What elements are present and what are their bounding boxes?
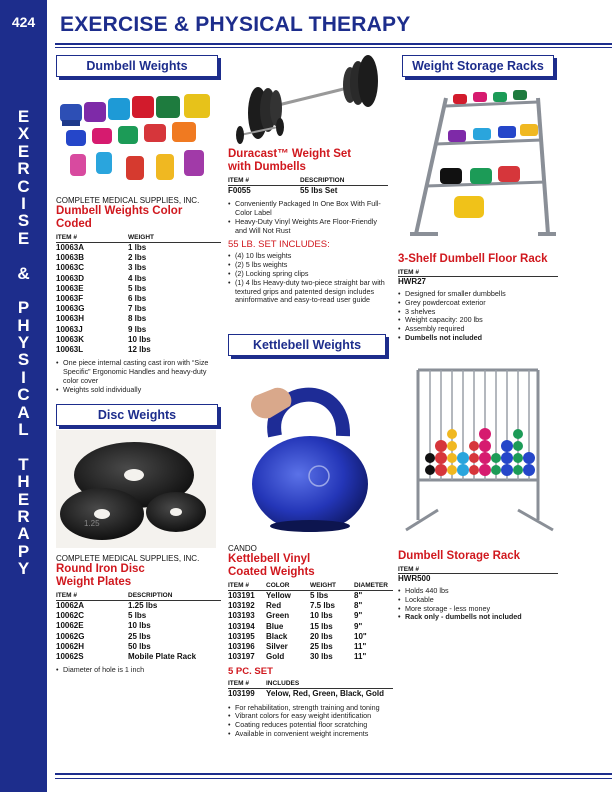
bullet-item: • (1) 4 lbs Heavy-duty two-piece straight bar with textured grips and patented design includes aninformative and easy-to-read user guide: [228, 279, 388, 305]
table-cell: 25 lbs: [310, 642, 333, 652]
table-cell: 103191: [228, 591, 255, 600]
table-row: [228, 622, 393, 632]
sidebar-letter: C: [17, 385, 30, 405]
rack-dumbbell: [491, 465, 501, 475]
rack-dumbbell: [479, 452, 491, 464]
bullet-item: • Diameter of hole is 1 inch: [56, 666, 221, 675]
set-row: [228, 689, 393, 699]
table-cell: Blue: [266, 621, 284, 631]
sidebar-letter: E: [17, 489, 30, 509]
sidebar-letter: S: [17, 350, 30, 370]
table-cell: 50 lbs: [128, 641, 151, 651]
table-cell: 5 lbs: [128, 283, 147, 293]
table-row: [56, 621, 221, 631]
table-row: [228, 642, 393, 652]
rack-dumbbell: [435, 452, 447, 464]
bullet-item-bold: • Rack only - dumbells not included: [398, 613, 558, 622]
bullet-item: • 3 shelves: [398, 308, 558, 317]
sidebar-letter: I: [21, 367, 26, 387]
rack-dumbbell: [469, 453, 479, 463]
rack-dumbbell: [425, 453, 435, 463]
table-cell: 10062G: [56, 631, 85, 641]
bullet-item: • Grey powdercoat exterior: [398, 299, 558, 308]
duracast-block: [228, 148, 388, 305]
kettlebell-block: [228, 544, 393, 739]
includes-heading: 55 LB. SET INCLUDES:: [228, 239, 330, 251]
storage-rack-bullets: [398, 587, 558, 622]
sidebar-letter: L: [18, 420, 29, 440]
floor-rack-bullets: [398, 290, 558, 343]
table-cell: 10063D: [56, 273, 85, 283]
col-item: ITEM #: [228, 177, 249, 184]
sidebar-vertical-title: [0, 108, 47, 578]
dumbbell-row-top: [60, 94, 210, 126]
three-shelf-rack-photo: [398, 84, 558, 249]
kettlebell-bullets: [228, 704, 393, 739]
duracast-includes: [228, 252, 388, 305]
table-row: [56, 274, 221, 284]
table-cell: 10062A: [56, 601, 85, 610]
table-row: [56, 345, 221, 355]
bullet-item: • Heavy-Duty Vinyl Weights Are Floor-Friendly and Will Not Rust: [228, 218, 388, 236]
table-cell: 10 lbs: [310, 611, 333, 621]
bullet-item: • Weight capacity: 200 lbs: [398, 316, 558, 325]
bullet-item: • Coating reduces potential floor scratching: [228, 721, 393, 730]
item-number: F0055: [228, 186, 251, 195]
barbell-set-photo: [228, 55, 388, 145]
sidebar-letter: T: [18, 454, 29, 474]
bullet-item: • Holds 440 lbs: [398, 587, 558, 596]
table-cell: 10 lbs: [128, 621, 151, 631]
table-cell: 103196: [228, 642, 255, 652]
col-item: ITEM #: [228, 582, 249, 589]
product-title-line2: Coated Weights: [228, 566, 315, 578]
bullet-item: • (4) 10 lbs weights: [228, 252, 388, 261]
rack-dumbbell: [447, 429, 457, 439]
hand: [251, 388, 291, 419]
sidebar-letter: S: [17, 211, 30, 231]
rack-dumbbell: [513, 441, 523, 451]
table-cell: 10062C: [56, 611, 85, 621]
rack-dumbbell: [479, 464, 491, 476]
col-item: ITEM #: [56, 592, 77, 599]
table-cell: 10063L: [56, 345, 84, 355]
table-cell: 30 lbs: [310, 652, 333, 662]
item-description: 55 lbs Set: [300, 186, 338, 195]
table-row: [56, 253, 221, 263]
table-cell: 8": [354, 601, 363, 611]
rack-dumbbell: [435, 440, 447, 452]
table-row: [56, 263, 221, 273]
bullet-item: • (2) 5 lbs weights: [228, 261, 388, 270]
table-row: [56, 325, 221, 335]
dumbell-color-coded-block: [56, 196, 221, 394]
disc-mark: 1.25: [84, 519, 100, 528]
table-row: [228, 591, 393, 601]
manufacturer: COMPLETE MEDICAL SUPPLIES, INC.: [56, 554, 200, 563]
table-cell: 8": [354, 591, 363, 600]
table-row: [56, 601, 221, 611]
sidebar-letter: Y: [17, 559, 30, 579]
rack-dumbbell: [513, 429, 523, 439]
rack-dumbbell: [469, 441, 479, 451]
table-cell: 10063E: [56, 283, 84, 293]
storage-rack-block: [398, 550, 558, 622]
table-cell: 12 lbs: [128, 345, 151, 355]
sidebar-letter: [0, 247, 47, 264]
rack-dumbbell: [523, 452, 535, 464]
duracast-bullets: [228, 200, 388, 235]
page-title: EXERCISE & PHYSICAL THERAPY: [60, 13, 411, 36]
table-header: [56, 234, 221, 243]
table-header: [228, 582, 393, 591]
table-cell: 10063J: [56, 324, 83, 334]
sidebar-letter: I: [21, 193, 26, 213]
col-weight: WEIGHT: [310, 582, 336, 589]
storage-rack-photo: [398, 360, 558, 545]
table-cell: Silver: [266, 642, 288, 652]
sidebar-letter: &: [17, 263, 30, 283]
table-cell: 4 lbs: [128, 273, 147, 283]
table-cell: 103194: [228, 621, 255, 631]
rack-dumbbell: [513, 453, 523, 463]
section-kettlebell-weights: Kettlebell Weights: [228, 334, 386, 356]
table-cell: 11": [354, 652, 367, 662]
table-row: [56, 294, 221, 304]
sidebar-letter: H: [17, 315, 30, 335]
table-cell: 5 lbs: [128, 611, 147, 621]
table-cell: 20 lbs: [310, 631, 333, 641]
dumbbell-set-photo: [56, 90, 216, 190]
item-number: HWR27: [398, 277, 427, 286]
col-weight: WEIGHT: [128, 234, 154, 241]
table-cell: 10063H: [56, 314, 85, 324]
page-number: 424: [11, 14, 36, 30]
product-title-line1: Round Iron Disc: [56, 563, 145, 575]
table-cell: Black: [266, 631, 288, 641]
bullet-item-bold: • Dumbells not included: [398, 334, 558, 343]
kettlebell-body: [252, 436, 368, 532]
bullet-item: • (2) Locking spring clips: [228, 270, 388, 279]
table-row: [56, 284, 221, 294]
bullet-item: • Vibrant colors for easy weight identification: [228, 712, 393, 721]
table-cell: 10063C: [56, 263, 85, 273]
bullet-item: • One piece internal casting cast iron with “Size Specific” Ergonomic Handles and heavy-duty color cover: [56, 359, 221, 385]
rack-dumbbell: [435, 464, 447, 476]
table-row: [56, 642, 221, 652]
table-cell: 25 lbs: [128, 631, 151, 641]
sidebar-letter: P: [17, 541, 30, 561]
table-row: [228, 601, 393, 611]
product-title-line1: Duracast™ Weight Set: [228, 148, 352, 160]
product-title-line2: Weight Plates: [56, 576, 132, 588]
table-cell: 9": [354, 621, 363, 631]
round-iron-disc-block: [56, 554, 221, 675]
table-cell: Yellow: [266, 591, 291, 600]
bullet-item: • Assembly required: [398, 325, 558, 334]
table-row: [56, 652, 221, 662]
table-cell: 7 lbs: [128, 304, 147, 314]
footer-rule-thin: [55, 778, 612, 779]
rack-dumbbell: [457, 464, 469, 476]
manufacturer: COMPLETE MEDICAL SUPPLIES, INC.: [56, 196, 200, 205]
sidebar-letter: A: [17, 524, 30, 544]
product-title: Dumbell Weights Color Coded: [56, 205, 183, 230]
table-cell: 10063G: [56, 304, 85, 314]
table-cell: 1.25 lbs: [128, 601, 158, 610]
bullet-item: • For rehabilitation, strength training and toning: [228, 704, 393, 713]
product-title-line2: with Dumbells: [228, 161, 306, 173]
table-cell: 10": [354, 631, 367, 641]
item-label: ITEM #: [398, 566, 558, 574]
bullet-item: • Available in convenient weight increments: [228, 730, 393, 739]
manufacturer: CANDO: [228, 544, 257, 553]
table-header: [56, 592, 221, 601]
dumbell-bullets: [56, 359, 221, 394]
table-row: [228, 632, 393, 642]
set-table-header: [228, 680, 393, 689]
table-cell: 10062S: [56, 652, 84, 662]
table-cell: 10062E: [56, 621, 84, 631]
table-cell: 15 lbs: [310, 621, 333, 631]
sidebar-letter: X: [17, 124, 30, 144]
bullet-item: • More storage - less money: [398, 605, 558, 614]
col-item: ITEM #: [228, 680, 249, 688]
table-cell: 10063B: [56, 253, 85, 263]
table-cell: 103197: [228, 652, 255, 662]
rack-dumbbell: [469, 465, 479, 475]
table-header: [228, 177, 388, 186]
table-cell: 10063F: [56, 294, 84, 304]
col-diameter: DIAMETER: [354, 582, 388, 589]
table-cell: 7.5 lbs: [310, 601, 335, 611]
table-cell: 11": [354, 642, 367, 652]
product-title-line1: Kettlebell Vinyl: [228, 553, 311, 565]
item-label: ITEM #: [398, 269, 558, 277]
table-row: [56, 314, 221, 324]
table-cell: Green: [266, 611, 290, 621]
table-row: [228, 652, 393, 662]
dumbbell-row-mid: [66, 122, 196, 146]
sidebar-letter: H: [17, 472, 30, 492]
product-title: 3-Shelf Dumbell Floor Rack: [398, 253, 548, 265]
rack-dumbbell: [501, 440, 513, 452]
table-cell: Red: [266, 601, 282, 611]
rack-dumbbell: [513, 465, 523, 475]
table-cell: 10062H: [56, 641, 85, 651]
rack-dumbbell: [479, 440, 491, 452]
bullet-item: • Conveniently Packaged In One Box With Full-Color Label: [228, 200, 388, 218]
dumbell-table-body: [56, 243, 221, 355]
sidebar-letter: E: [17, 107, 30, 126]
sidebar-letter: Y: [17, 333, 30, 353]
section-dumbell-weights: Dumbell Weights: [56, 55, 218, 77]
col-item: ITEM #: [56, 234, 77, 241]
table-cell: 1 lbs: [128, 243, 147, 252]
sidebar-letter: C: [17, 176, 30, 196]
sidebar-letter: R: [17, 159, 30, 179]
rack-dumbbell: [479, 428, 491, 440]
table-cell: 10063A: [56, 243, 85, 252]
table-cell: 103193: [228, 611, 255, 621]
bullet-item: • Designed for smaller dumbbells: [398, 290, 558, 299]
table-cell: Mobile Plate Rack: [128, 652, 197, 662]
disc-table-body: [56, 601, 221, 662]
sidebar-letter: R: [17, 506, 30, 526]
table-row: [56, 611, 221, 621]
disc-weights-photo: [56, 430, 216, 548]
footer-rule: [55, 773, 612, 775]
rack-dumbbells: [440, 90, 538, 218]
table-row: [56, 304, 221, 314]
rack-dumbbell: [425, 465, 435, 475]
sidebar-letter: E: [17, 228, 30, 248]
table-cell: 2 lbs: [128, 253, 147, 263]
col-color: COLOR: [266, 582, 290, 589]
sidebar-letter: A: [17, 402, 30, 422]
set-heading: 5 PC. SET: [228, 666, 273, 678]
rack-dumbbell: [447, 453, 457, 463]
sidebar-letter: [0, 282, 47, 299]
col-includes: INCLUDES: [266, 680, 300, 688]
table-cell: 9": [354, 611, 363, 621]
section-disc-weights: Disc Weights: [56, 404, 218, 426]
section-weight-storage-racks: Weight Storage Racks: [402, 55, 554, 77]
floor-rack-block: [398, 253, 558, 343]
bullet-item: • Lockable: [398, 596, 558, 605]
col-description: DESCRIPTION: [300, 177, 345, 184]
table-cell: 103195: [228, 631, 255, 641]
rack-dumbbell: [523, 464, 535, 476]
bullet-item: • Weights sold individually: [56, 386, 221, 395]
rack-dumbbell: [447, 465, 457, 475]
rack-dumbbell: [501, 464, 513, 476]
table-cell: 8 lbs: [128, 314, 147, 324]
table-cell: 103192: [228, 601, 255, 611]
rack-dumbbell: [501, 452, 513, 464]
set-includes: Yelow, Red, Green, Black, Gold: [266, 689, 384, 699]
kettlebell-table-body: [228, 591, 393, 662]
table-cell: Gold: [266, 652, 285, 662]
table-row: [56, 243, 221, 253]
kettlebell-photo: [235, 366, 385, 536]
table-cell: 9 lbs: [128, 324, 147, 334]
table-cell: 3 lbs: [128, 263, 147, 273]
sidebar-letter: [0, 438, 47, 455]
item-number: HWR500: [398, 574, 431, 583]
header-rule-thin: [55, 47, 612, 48]
col-description: DESCRIPTION: [128, 592, 173, 599]
header-rule: [55, 43, 612, 45]
table-cell: 6 lbs: [128, 294, 147, 304]
disc-bullets: [56, 666, 221, 675]
rack-dumbbell: [457, 452, 469, 464]
rack-dumbbell: [491, 453, 501, 463]
table-cell: 5 lbs: [310, 591, 329, 600]
table-row: [228, 611, 393, 621]
dumbbell-row-bottom: [70, 150, 204, 180]
sidebar-letter: P: [17, 298, 30, 318]
table-row: [228, 186, 388, 196]
table-cell: 10 lbs: [128, 334, 151, 344]
table-row: [56, 632, 221, 642]
sidebar-letter: E: [17, 141, 30, 161]
table-cell: 10063K: [56, 334, 85, 344]
product-title: Dumbell Storage Rack: [398, 550, 521, 562]
rack-dumbbell: [447, 441, 457, 451]
table-row: [56, 335, 221, 345]
set-item-number: 103199: [228, 689, 255, 699]
